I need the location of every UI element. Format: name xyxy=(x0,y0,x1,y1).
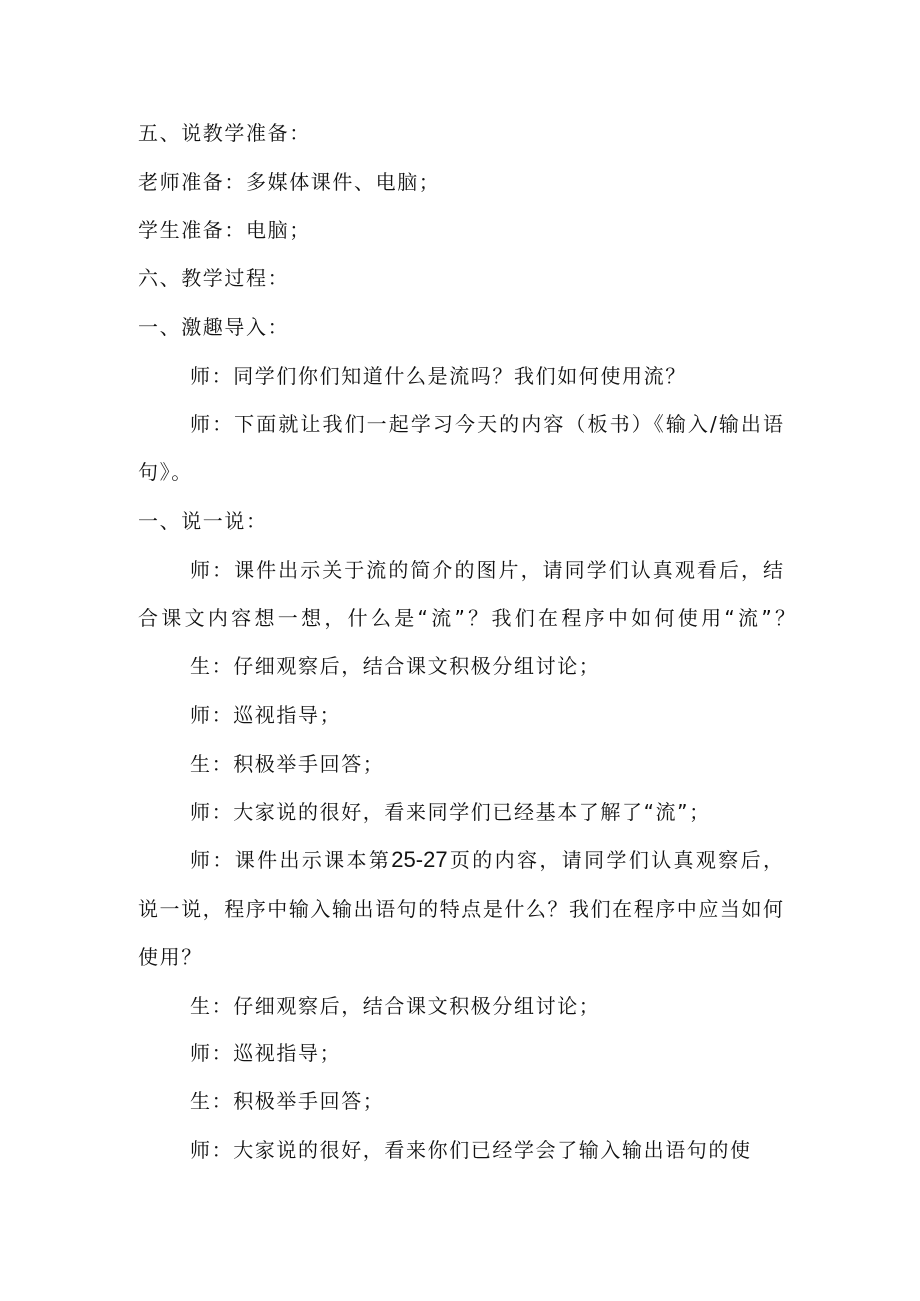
dialogue-line: 生：仔细观察后，结合课文积极分组讨论； xyxy=(190,654,601,678)
teacher-preparation: 老师准备：多媒体课件、电脑； xyxy=(138,170,441,194)
subsection-heading-discuss: 一、说一说： xyxy=(138,509,268,533)
section-heading-process: 六、教学过程： xyxy=(138,266,290,290)
student-preparation: 学生准备：电脑； xyxy=(138,218,311,242)
section-heading-preparation: 五、说教学准备： xyxy=(138,121,311,145)
dialogue-line: 师：同学们你们知道什么是流吗？我们如何使用流？ xyxy=(190,364,687,388)
dialogue-line: 师：大家说的很好，看来同学们已经基本了解了“流”； xyxy=(190,800,711,824)
dialogue-line xyxy=(190,848,783,872)
page-range: 25-27 xyxy=(391,847,448,872)
dialogue-line-continuation: 句》。 xyxy=(138,460,193,484)
dialogue-line: 生：积极举手回答； xyxy=(190,752,385,776)
dialogue-line-continuation: 使用？ xyxy=(138,945,203,969)
dialogue-line: 生：仔细观察后，结合课文积极分组讨论； xyxy=(190,994,601,1018)
dialogue-line: 师：课件出示关于流的简介的图片，请同学们认真观看后，结 xyxy=(190,558,783,582)
subsection-heading-intro: 一、激趣导入： xyxy=(138,315,290,339)
dialogue-line: 生：积极举手回答； xyxy=(190,1089,385,1113)
dialogue-line: 师：巡视指导； xyxy=(190,703,342,727)
dialogue-line: 师：下面就让我们一起学习今天的内容（板书）《输入/输出语 xyxy=(190,412,783,436)
dialogue-text-after: 页的内容，请同学们认真观察后， xyxy=(447,848,784,872)
dialogue-line-continuation: 说一说，程序中输入输出语句的特点是什么？我们在程序中应当如何 xyxy=(138,897,783,921)
dialogue-line-continuation: 合课文内容想一想，什么是“流”？我们在程序中如何使用“流”？ xyxy=(138,606,795,630)
dialogue-line: 师：巡视指导； xyxy=(190,1041,342,1065)
dialogue-line: 师：大家说的很好，看来你们已经学会了输入输出语句的使 xyxy=(190,1138,752,1162)
dialogue-text-before: 师：课件出示课本第 xyxy=(190,848,392,872)
